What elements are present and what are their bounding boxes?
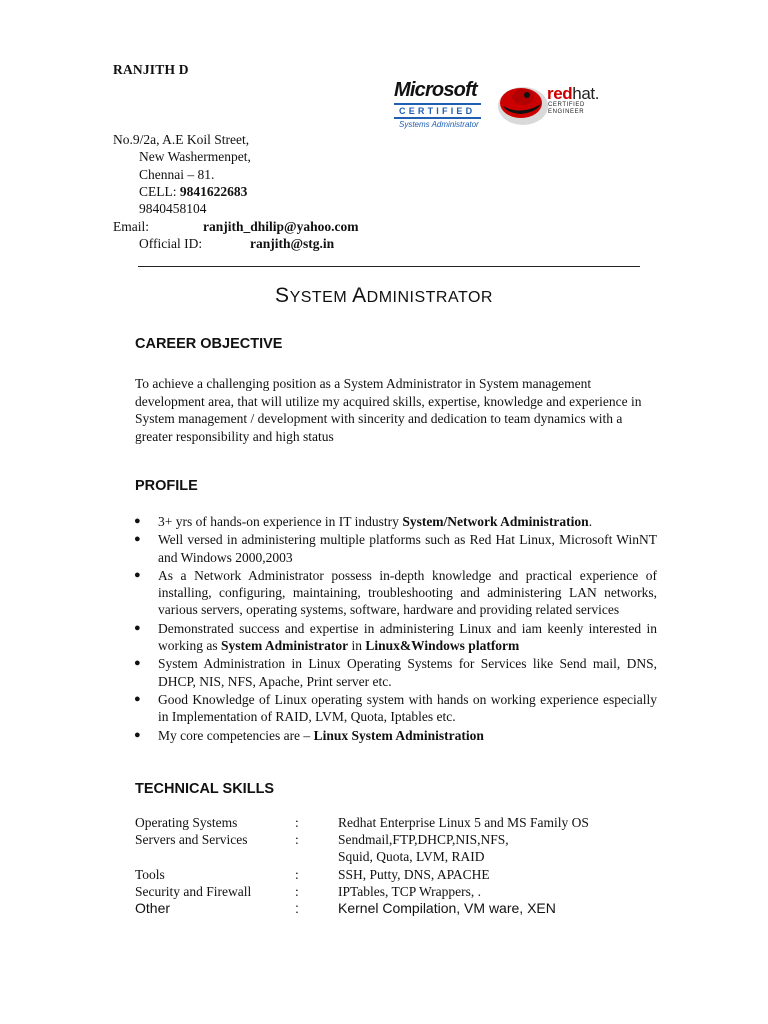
skill-colon: :	[295, 883, 299, 899]
skill-value: Sendmail,FTP,DHCP,NIS,NFS,	[338, 832, 509, 848]
list-item: ● Demonstrated success and expertise in administering Linux and iam keenly interested in working as System Administrator in Linux&Windows platform	[134, 620, 657, 654]
list-item: ● As a Network Administrator possess in-depth knowledge and practical experience of installing, configuring, maintaining, troubleshooting and administering LAN networks, various servers, operating systems, software, hardware and providing related services	[134, 567, 657, 618]
redhat-certified-logo	[497, 82, 617, 126]
skill-colon: :	[295, 866, 299, 882]
official-id-label: Official ID:	[139, 236, 203, 251]
skill-label: Operating Systems	[135, 815, 238, 830]
table-row	[135, 814, 675, 831]
skills-table	[135, 814, 675, 917]
bullet-icon: ●	[134, 728, 141, 741]
profile-list	[129, 513, 657, 745]
technical-skills-heading: TECHNICAL SKILLS	[135, 781, 275, 797]
bullet-icon: ●	[134, 515, 141, 527]
header-divider	[138, 266, 640, 267]
cell-label: CELL:	[139, 184, 180, 199]
email-value[interactable]: ranjith_dhilip@yahoo.com	[203, 219, 359, 234]
bullet-icon: ●	[134, 568, 141, 581]
address-line-2: New Washermenpet,	[139, 149, 251, 164]
bullet-icon: ●	[134, 657, 141, 670]
skill-value: Squid, Quota, LVM, RAID	[338, 849, 485, 865]
list-item: ● System Administration in Linux Operating Systems for Services like Send mail, DNS, DHCP, NIS, NFS, Apache, Print server etc.	[134, 656, 657, 689]
table-row	[135, 831, 675, 848]
profile-heading: PROFILE	[135, 478, 198, 494]
career-objective-heading: CAREER OBJECTIVE	[135, 336, 283, 352]
skill-colon: :	[295, 899, 299, 916]
redhat-cert-text: CERTIFIED ENGINEER	[548, 102, 585, 115]
bullet-icon: ●	[134, 621, 141, 634]
list-item: ● Good Knowledge of Linux operating system with hands on working experience especially in Implementation of RAID, LVM, Quota, Iptables etc.	[134, 691, 657, 725]
microsoft-cert-subtitle: Systems Administrator	[399, 120, 479, 129]
table-row	[135, 883, 675, 900]
skill-value: SSH, Putty, DNS, APACHE	[338, 866, 490, 882]
skill-value: IPTables, TCP Wrappers, .	[338, 883, 481, 899]
table-row	[135, 866, 675, 883]
address-line-3: Chennai – 81.	[139, 167, 215, 182]
address-line-1: No.9/2a, A.E Koil Street,	[113, 132, 250, 147]
skill-label: Security and Firewall	[135, 883, 252, 899]
microsoft-wordmark: Microsoft	[394, 79, 477, 101]
skill-value: Redhat Enterprise Linux 5 and MS Family OS	[338, 815, 589, 830]
list-item: ● Well versed in administering multiple platforms such as Red Hat Linux, Microsoft WinNT and Windows 2000,2003	[134, 532, 657, 565]
table-row	[135, 848, 675, 865]
microsoft-certified-logo	[394, 80, 490, 130]
list-item: ● My core competencies are – Linux System Administration	[134, 727, 484, 743]
bullet-icon: ●	[134, 533, 141, 546]
redhat-wordmark: redhat.	[547, 84, 600, 103]
skill-label: Tools	[135, 866, 165, 882]
table-row	[135, 900, 675, 917]
skill-value: Kernel Compilation, VM ware, XEN	[338, 899, 556, 916]
candidate-name: RANJITH D	[113, 62, 189, 77]
skill-label: Servers and Services	[135, 832, 248, 848]
cell-line	[139, 183, 247, 200]
skill-colon: :	[295, 815, 299, 830]
official-id-value[interactable]: ranjith@stg.in	[250, 236, 335, 251]
microsoft-certified-band: CERTIFIED	[394, 103, 481, 119]
email-label: Email:	[113, 219, 149, 234]
redhat-shadowman-icon	[497, 82, 549, 126]
list-item: ● 3+ yrs of hands-on experience in IT industry System/Network Administration.	[134, 514, 593, 529]
resume-title: SYSTEM ADMINISTRATOR	[275, 284, 493, 307]
cell-number-2: 9840458104	[139, 201, 207, 216]
bullet-icon: ●	[134, 692, 141, 705]
skill-colon: :	[295, 832, 299, 848]
skill-label: Other	[135, 899, 171, 916]
cell-number: 9841622683	[179, 184, 248, 199]
career-objective-text: To achieve a challenging position as a System Administrator in System management development area, that will utilize my acquired skills, expertise, knowledge and experience in System management / development with sincerity and dedication to team dynamics with a greater responsibility and high status	[135, 376, 642, 444]
